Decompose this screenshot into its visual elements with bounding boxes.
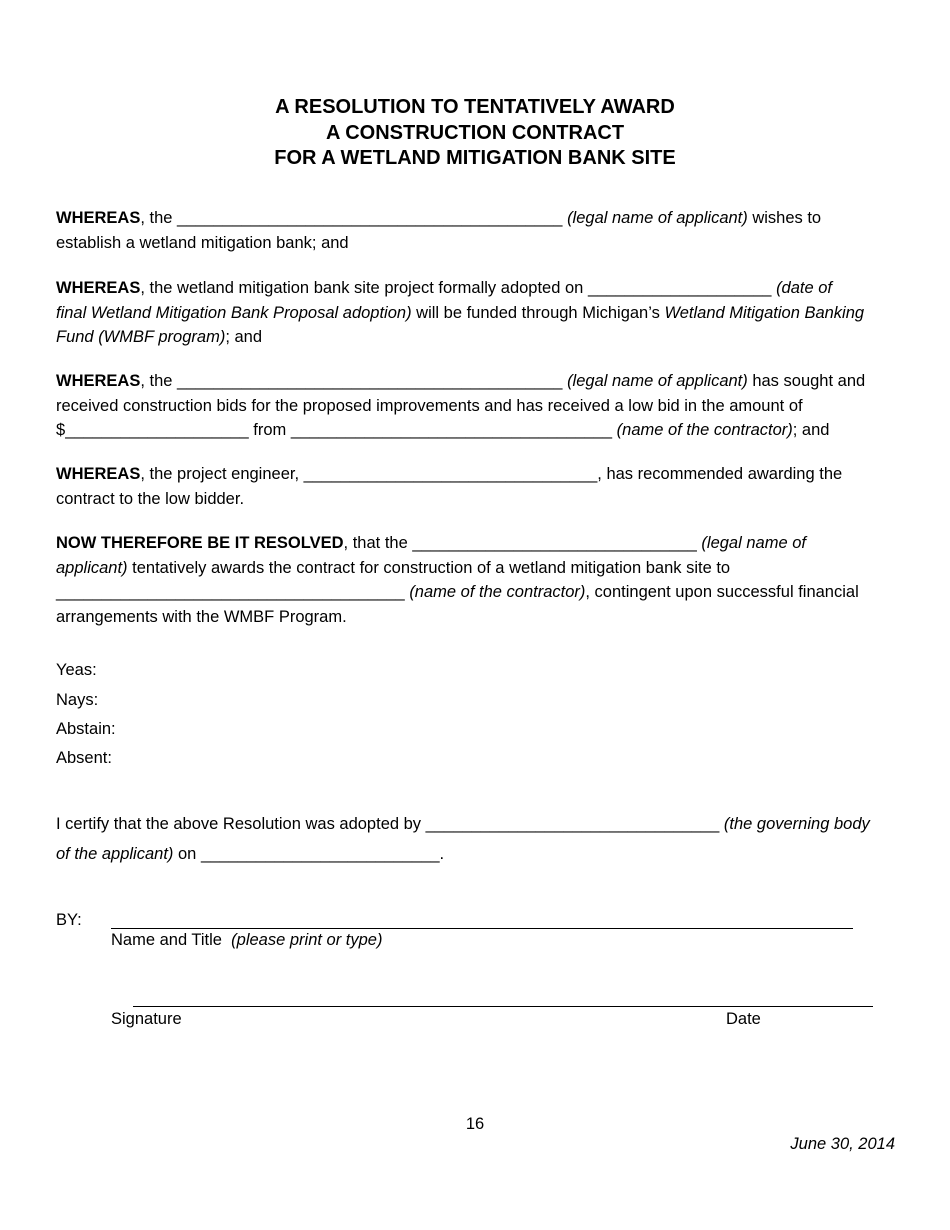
whereas-label: WHEREAS xyxy=(56,372,141,390)
text: , the project engineer, xyxy=(140,465,304,483)
certification-paragraph xyxy=(56,810,904,869)
field-hint: (legal name of applicant) xyxy=(567,372,748,390)
text: has sought and xyxy=(747,372,866,390)
text: , has recommended awarding the xyxy=(597,465,843,483)
name-title-line[interactable] xyxy=(111,928,853,929)
text: arrangements with the WMBF Program. xyxy=(56,607,347,626)
governing-body-blank[interactable]: ________________________________ xyxy=(425,815,720,833)
text: , the wetland mitigation bank site project formally adopted on xyxy=(140,279,588,297)
text: ; and xyxy=(792,421,830,439)
text: I certify that the above Resolution was adopted by xyxy=(56,815,426,833)
field-hint: applicant) xyxy=(56,558,128,577)
text: on xyxy=(173,844,201,863)
name-title-hint: (please print or type) xyxy=(231,931,383,949)
signature-line[interactable] xyxy=(133,1006,873,1007)
field-hint: (name of the contractor) xyxy=(409,583,586,601)
whereas-paragraph-1 xyxy=(56,206,904,255)
resolved-paragraph xyxy=(56,531,904,629)
bid-amount-blank[interactable]: ____________________ xyxy=(65,421,249,439)
field-hint: of the applicant) xyxy=(56,844,174,863)
title-line-1: A RESOLUTION TO TENTATIVELY AWARD xyxy=(275,96,675,118)
name-title-label: Name and Title xyxy=(111,931,222,949)
contractor-name-blank[interactable]: ___________________________________ xyxy=(290,421,613,439)
whereas-label: WHEREAS xyxy=(56,465,141,483)
field-hint: (date of xyxy=(776,279,833,297)
text: ; and xyxy=(225,328,263,346)
contractor-name-blank[interactable]: ______________________________________ xyxy=(56,583,405,601)
date-label: Date xyxy=(726,1010,761,1028)
title-line-2: A CONSTRUCTION CONTRACT xyxy=(325,121,625,144)
text: received construction bids for the proposed improvements and has received a low bid in the amount of xyxy=(56,396,803,415)
by-label: BY: xyxy=(56,911,82,929)
absent-label: Absent: xyxy=(56,749,112,767)
adoption-date-blank[interactable]: __________________________ xyxy=(200,844,440,863)
text: , that the xyxy=(343,534,413,552)
field-hint: (legal name of xyxy=(701,534,806,552)
text: from xyxy=(248,421,291,439)
text: will be funded through Michigan’s xyxy=(411,303,665,322)
text: . xyxy=(439,844,445,863)
field-hint: (legal name of applicant) xyxy=(567,209,748,227)
title-line-3: FOR A WETLAND MITIGATION BANK SITE xyxy=(274,147,676,169)
whereas-paragraph-4 xyxy=(56,462,904,511)
document-title xyxy=(0,95,950,172)
yeas-label: Yeas: xyxy=(56,661,97,679)
signature-label: Signature xyxy=(111,1010,182,1028)
whereas-paragraph-2 xyxy=(56,276,904,350)
adoption-date-blank[interactable]: ____________________ xyxy=(587,279,772,297)
applicant-name-blank[interactable]: __________________________________________ xyxy=(177,209,563,227)
applicant-name-blank[interactable]: _______________________________ xyxy=(412,534,697,552)
dollar-sign: $ xyxy=(56,421,66,439)
engineer-name-blank[interactable]: ________________________________ xyxy=(303,465,598,483)
text: , the xyxy=(140,209,178,227)
text: , the xyxy=(140,372,178,390)
field-hint: (the governing body xyxy=(723,815,870,833)
field-hint: (name of the contractor) xyxy=(616,421,793,439)
resolved-label: NOW THEREFORE BE IT RESOLVED xyxy=(56,534,344,552)
abstain-label: Abstain: xyxy=(56,720,116,738)
name-title-caption xyxy=(111,931,382,950)
text: establish a wetland mitigation bank; and xyxy=(56,233,349,252)
text: tentatively awards the contract for construction of a wetland mitigation bank site to xyxy=(127,558,731,577)
applicant-name-blank[interactable]: __________________________________________ xyxy=(177,372,563,390)
text: contract to the low bidder. xyxy=(56,489,245,508)
field-hint: final Wetland Mitigation Bank Proposal adoption) xyxy=(56,303,412,322)
whereas-label: WHEREAS xyxy=(56,209,141,227)
footer-date: June 30, 2014 xyxy=(790,1135,895,1153)
nays-label: Nays: xyxy=(56,691,99,709)
whereas-label: WHEREAS xyxy=(56,279,141,297)
program-name: Fund (WMBF program) xyxy=(56,328,226,346)
whereas-paragraph-3 xyxy=(56,369,904,443)
page-number: 16 xyxy=(465,1115,485,1133)
program-name: Wetland Mitigation Banking xyxy=(664,303,865,322)
text: , contingent upon successful financial xyxy=(585,583,859,601)
text: wishes to xyxy=(747,209,822,227)
